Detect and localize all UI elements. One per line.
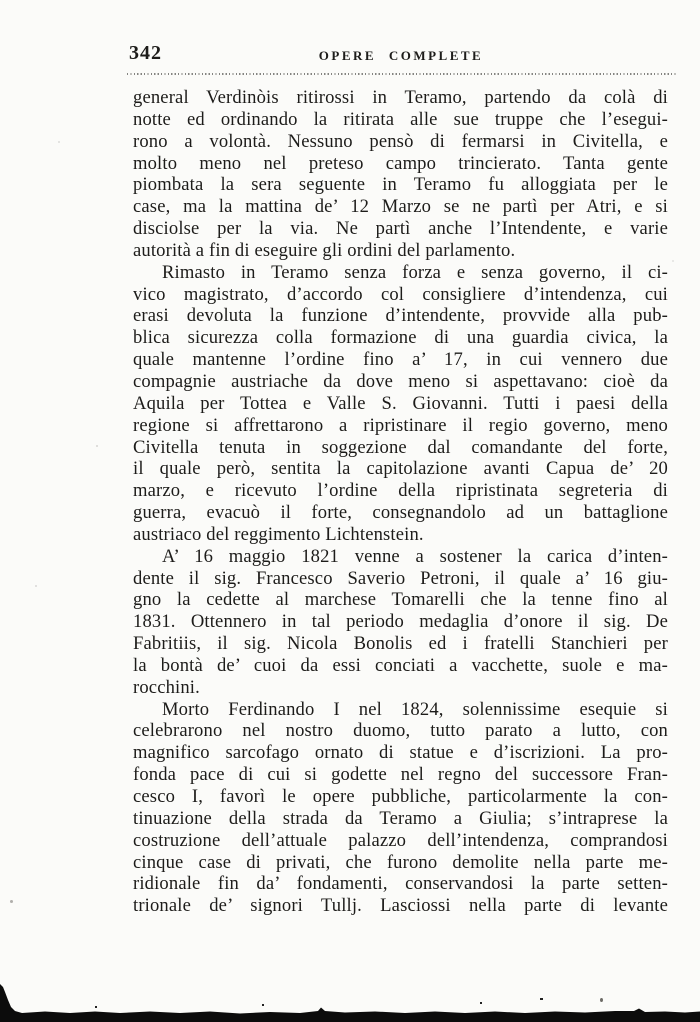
text-line: Rimasto in Teramo senza forza e senza governo, il ci- bbox=[162, 261, 668, 283]
scan-speck bbox=[10, 900, 13, 903]
page-number: 342 bbox=[129, 42, 162, 64]
text-line: celebrarono nel nostro duomo, tutto parato a lutto, con bbox=[133, 720, 668, 742]
text-line: A’ 16 maggio 1821 venne a sostener la carica d’inten- bbox=[162, 545, 668, 567]
text-line: fonda pace di cui si godette nel regno del successore Fran- bbox=[133, 764, 668, 786]
paragraph bbox=[133, 87, 668, 262]
text-line: Civitella tenuta in soggezione dal comandante del forte, bbox=[133, 436, 668, 458]
text-line: autorità a fin di eseguire gli ordini del parlamento. bbox=[133, 239, 516, 261]
text-line: il quale però, sentita la capitolazione avanti Capua de’ 20 bbox=[133, 458, 668, 480]
paragraph bbox=[133, 699, 668, 917]
text-line: disciolse per la via. Ne partì anche l’Intendente, e varie bbox=[133, 218, 668, 240]
scan-edge-artifact bbox=[0, 980, 700, 1022]
text-line: Fabritiis, il sig. Nicola Bonolis ed i fratelli Stanchieri per bbox=[133, 633, 668, 655]
text-line: magnifico sarcofago ornato di statue e d’iscrizioni. La pro- bbox=[133, 742, 668, 764]
text-line: molto meno nel preteso campo trincierato. Tanta gente bbox=[133, 152, 668, 174]
running-title: OPERE COMPLETE bbox=[318, 48, 484, 63]
text-line: ridionale fin da’ fondamenti, conservandosi la parte setten- bbox=[133, 873, 668, 895]
paragraph bbox=[133, 262, 668, 546]
text-line: rono a volontà. Nessuno pensò di fermarsi in Civitella, e bbox=[133, 130, 668, 152]
text-line: rocchini. bbox=[133, 676, 200, 698]
scan-speck bbox=[96, 445, 98, 447]
text-line: vico magistrato, d’accordo col consigliere d’intendenza, cui bbox=[133, 283, 668, 305]
scan-speck bbox=[672, 260, 674, 262]
paragraph bbox=[133, 546, 668, 699]
text-line: case, ma la mattina de’ 12 Marzo se ne partì per Atri, e si bbox=[133, 196, 668, 218]
text-line: costruzione dell’attuale palazzo dell’intendenza, comprandosi bbox=[133, 829, 668, 851]
text-line: guerra, evacuò il forte, consegnandolo ad un battaglione bbox=[133, 502, 668, 524]
text-line: tinuazione della strada da Teramo a Giulia; s’intraprese la bbox=[133, 807, 668, 829]
header-dotted-rule bbox=[127, 73, 677, 75]
text-line: gno la cedette al marchese Tomarelli che la tenne fino al bbox=[133, 589, 668, 611]
text-line: marzo, e ricevuto l’ordine della ripristinata segreteria di bbox=[133, 480, 668, 502]
text-line: general Verdinòis ritirossi in Teramo, partendo da colà di bbox=[133, 87, 668, 108]
text-line: erasi devoluta la funzione d’intendente, provvide alla pub- bbox=[133, 305, 668, 327]
text-line: Aquila per Tottea e Valle S. Giovanni. Tutti i paesi della bbox=[133, 392, 668, 414]
text-line: trionale de’ signori Tullj. Lasciossi nella parte di levante bbox=[133, 895, 668, 917]
text-line: Morto Ferdinando I nel 1824, solennissime esequie si bbox=[162, 698, 668, 720]
text-line: cinque case di privati, che furono demolite nella parte me- bbox=[133, 851, 668, 873]
text-line: piombata la sera seguente in Teramo fu alloggiata per le bbox=[133, 174, 668, 196]
text-line: quale mantenne l’ordine fino a’ 17, in cui vennero due bbox=[133, 349, 668, 371]
text-line: 1831. Ottennero in tal periodo medaglia d’onore il sig. De bbox=[133, 611, 668, 633]
text-line: notte ed ordinando la ritirata alle sue truppe che l’esegui- bbox=[133, 108, 668, 130]
page-header bbox=[129, 40, 669, 74]
text-line: dente il sig. Francesco Saverio Petroni, il quale a’ 16 giu- bbox=[133, 567, 668, 589]
text-line: la bontà de’ cuoi da essi conciati a vacchette, suole e ma- bbox=[133, 654, 668, 676]
text-line: regione si affrettarono a ripristinare il regio governo, meno bbox=[133, 414, 668, 436]
text-line: austriaco del reggimento Lichtenstein. bbox=[133, 523, 424, 545]
text-line: cesco I, favorì le opere pubbliche, particolarmente la con- bbox=[133, 786, 668, 807]
scan-speck bbox=[58, 141, 60, 143]
text-line: blica sicurezza colla formazione di una guardia civica, la bbox=[133, 327, 668, 349]
text-line: compagnie austriache da dove meno si aspettavano: cioè da bbox=[133, 370, 668, 392]
text-block bbox=[133, 87, 668, 917]
scan-speck bbox=[35, 585, 37, 587]
